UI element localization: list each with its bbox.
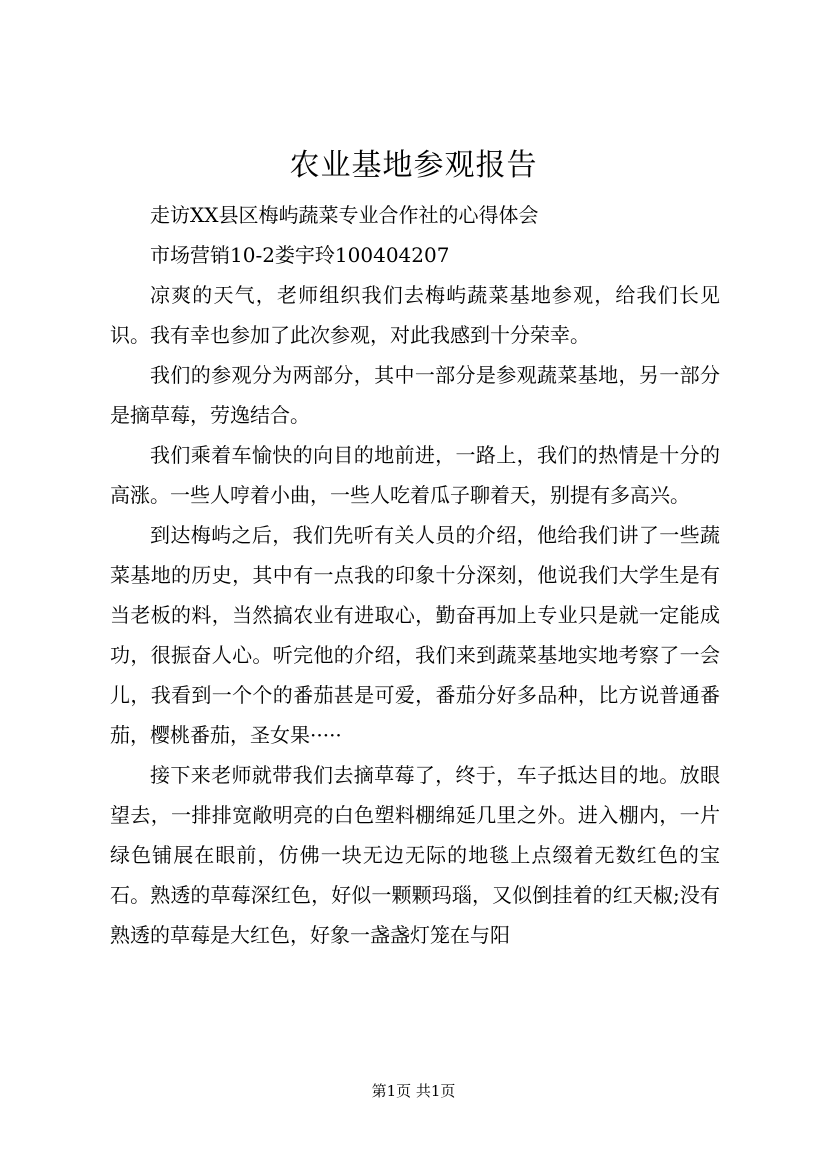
body-paragraph: 到达梅屿之后，我们先听有关人员的介绍，他给我们讲了一些蔬菜基地的历史，其中有一点我的印象十分深刻，他说我们大学生是有当老板的料，当然搞农业有进取心，勤奋再加上专业只是就一定能成功，很振奋人心。听完他的介绍，我们来到蔬菜基地实地考察了一会儿，我看到一个个的番茄甚是可爱，番茄分好多品种，比方说普通番茄，樱桃番茄，圣女果····· — [110, 523, 720, 747]
page-footer: 第1页 共1页 — [371, 1082, 456, 1100]
author-paragraph: 市场营销10-2娄宇玲100404207 — [150, 243, 450, 267]
body-paragraph: 接下来老师就带我们去摘草莓了，终于，车子抵达目的地。放眼望去，一排排宽敞明亮的白色塑料棚绵延几里之外。进入棚内，一片绿色铺展在眼前，仿佛一块无边无际的地毯上点缀着无数红色的宝石。熟透的草莓深红色，好似一颗颗玛瑙，又似倒挂着的红天椒;没有熟透的草莓是大红色，好象一盏盏灯笼在与阳 — [110, 763, 720, 947]
document-title: 农业基地参观报告 — [289, 148, 538, 183]
subtitle-paragraph: 走访XX县区梅屿蔬菜专业合作社的心得体会 — [150, 203, 539, 227]
body-paragraph: 我们的参观分为两部分，其中一部分是参观蔬菜基地，另一部分是摘草莓，劳逸结合。 — [110, 363, 720, 427]
body-paragraph: 凉爽的天气，老师组织我们去梅屿蔬菜基地参观，给我们长见识。我有幸也参加了此次参观，对此我感到十分荣幸。 — [110, 283, 720, 347]
document-body — [110, 195, 720, 955]
body-paragraph: 我们乘着车愉快的向目的地前进，一路上，我们的热情是十分的高涨。一些人哼着小曲，一些人吃着瓜子聊着天，别提有多高兴。 — [110, 443, 720, 507]
